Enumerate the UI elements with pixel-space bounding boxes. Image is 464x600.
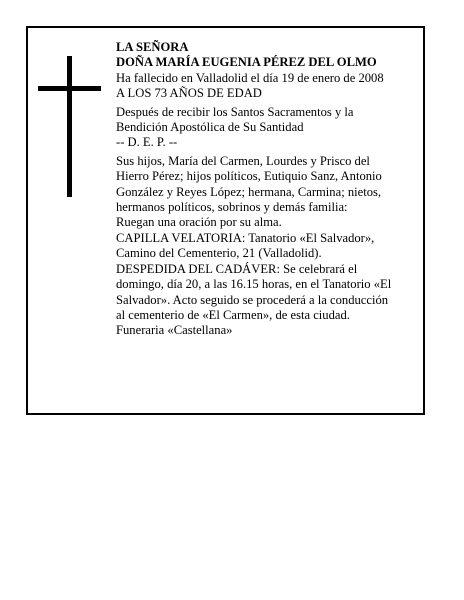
obituary-notice: [26, 26, 425, 415]
title-line: LA SEÑORA: [116, 40, 189, 54]
sacraments-line: Después de recibir los Santos Sacramentos y la: [116, 104, 354, 119]
sacraments-line: Bendición Apostólica de Su Santidad: [116, 120, 304, 135]
family-line: hermanos políticos, sobrinos y demás familia:: [116, 200, 348, 215]
prayer-request: Ruegan una oración por su alma.: [116, 215, 282, 230]
death-announcement: Ha fallecido en Valladolid el día 19 de enero de 2008: [116, 70, 384, 85]
cross-horizontal-bar: [38, 86, 101, 91]
rip-line: -- D. E. P. --: [116, 135, 178, 150]
notice-text: [116, 40, 416, 339]
funeral-home: Funeraria «Castellana»: [116, 323, 233, 338]
farewell-line: al cementerio de «El Carmen», de esta ciudad.: [116, 307, 350, 322]
chapel-line: CAPILLA VELATORIA: Tanatorio «El Salvador»,: [116, 230, 375, 245]
family-line: Sus hijos, María del Carmen, Lourdes y Prisco del: [116, 153, 370, 168]
deceased-name: DOÑA MARÍA EUGENIA PÉREZ DEL OLMO: [116, 55, 377, 70]
chapel-address: Camino del Cementerio, 21 (Valladolid).: [116, 246, 322, 261]
farewell-line: Salvador». Acto seguido se procederá a la conducción: [116, 292, 389, 307]
farewell-line: DESPEDIDA DEL CADÁVER: Se celebrará el: [116, 261, 358, 276]
cross-vertical-bar: [67, 56, 72, 197]
farewell-line: domingo, día 20, a las 16.15 horas, en el Tanatorio «El: [116, 277, 392, 292]
family-line: Hierro Pérez; hijos políticos, Eutiquio Sanz, Antonio: [116, 169, 382, 184]
age-line: A LOS 73 AÑOS DE EDAD: [116, 86, 262, 101]
family-line: González y Reyes López; hermana, Carmina; nietos,: [116, 184, 382, 199]
